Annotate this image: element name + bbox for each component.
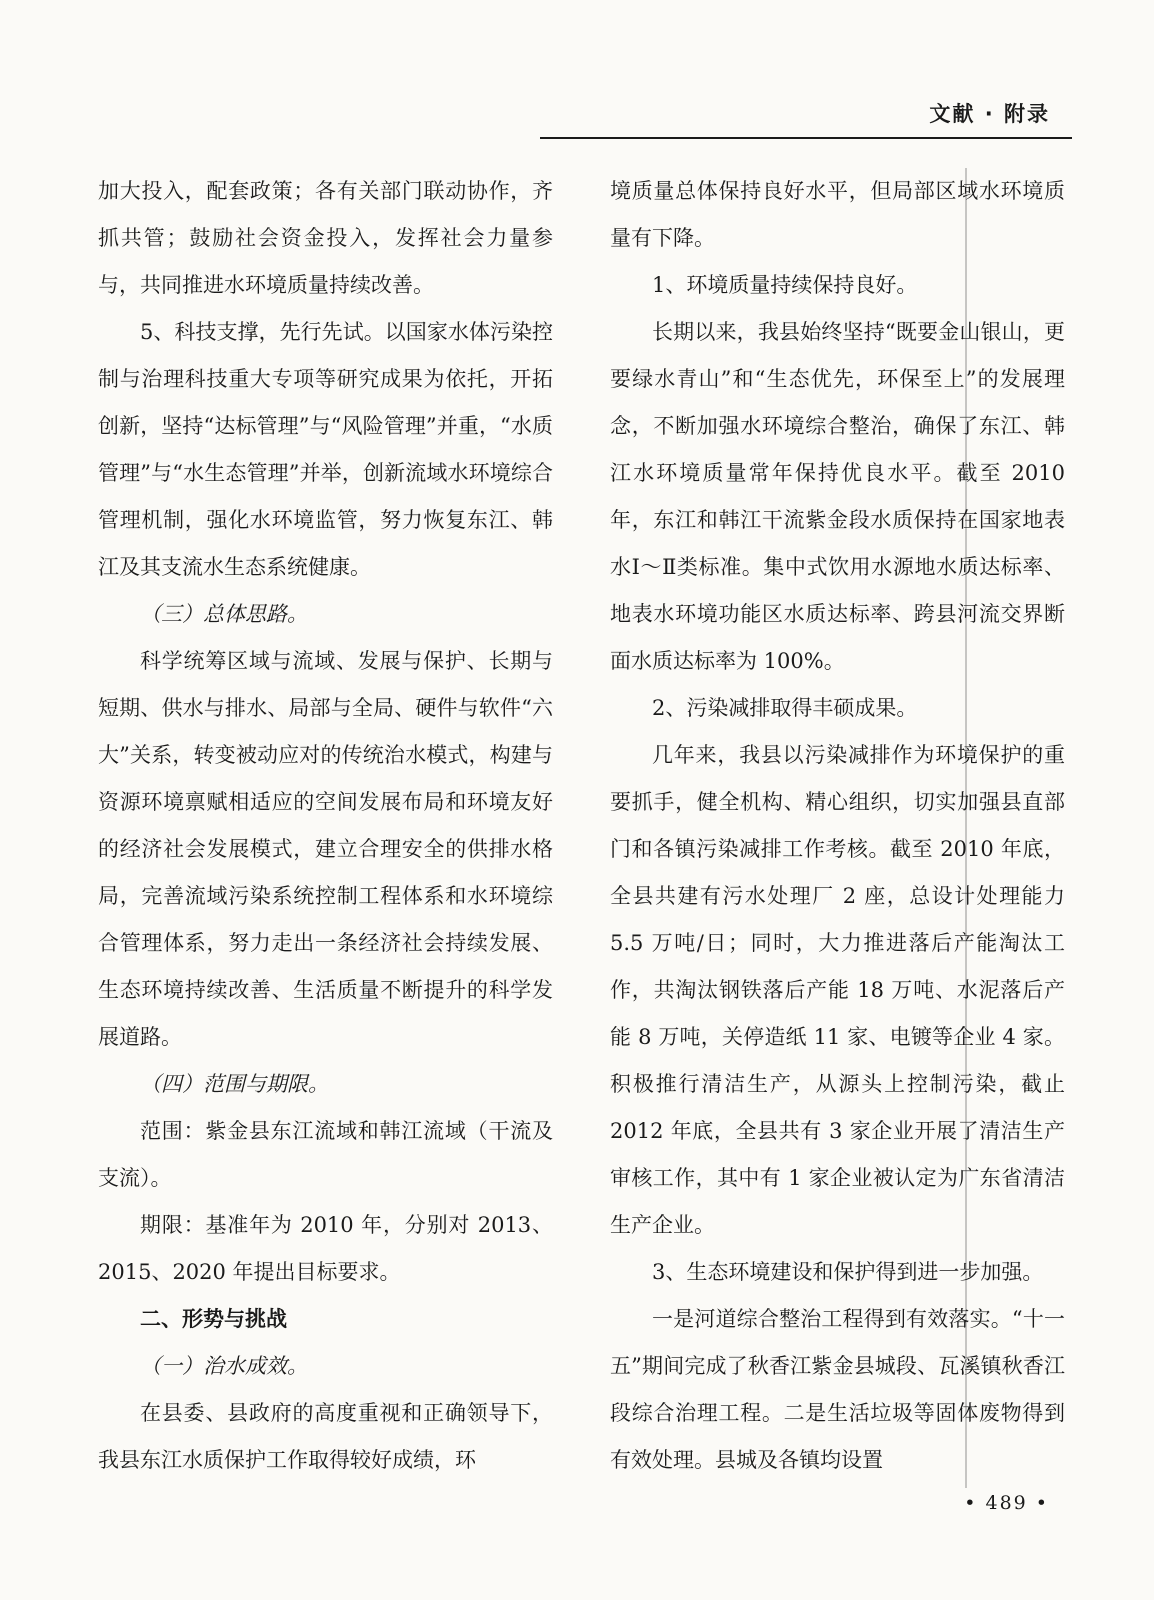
- right-subheading-4: 2、污染减排取得丰硕成果。: [652, 696, 918, 720]
- left-subheading-5: （四）范围与期限。: [140, 1072, 329, 1096]
- left-paragraph-2: 5、科技支撑，先行先试。以国家水体污染控制与治理科技重大专项等研究成果为依托，开拓创新，坚持“达标管理”与“风险管理”并重，“水质管理”与“水生态管理”并举，创新流域水环境综合管理机制，强化水环境监管，努力恢复东江、韩江及其支流水生态系统健康。: [98, 320, 553, 579]
- right-subheading-6: 3、生态环境建设和保护得到进一步加强。: [652, 1260, 1044, 1284]
- left-section-heading: 二、形势与挑战: [140, 1307, 287, 1331]
- right-paragraph-7: 一是河道综合整治工程得到有效落实。“十一五”期间完成了秋香江紫金县城段、瓦溪镇秋香江段综合治理工程。二是生活垃圾等固体废物得到有效处理。县城及各镇均设置: [610, 1307, 1065, 1472]
- left-paragraph-1: 加大投入，配套政策；各有关部门联动协作，齐抓共管；鼓励社会资金投入，发挥社会力量参与，共同推进水环境质量持续改善。: [98, 179, 553, 297]
- header-rule: [540, 137, 1072, 139]
- right-column: [610, 168, 1065, 1484]
- left-paragraph-7: 期限：基准年为 2010 年，分别对 2013、2015、2020 年提出目标要求。: [98, 1213, 553, 1284]
- left-paragraph-6: 范围：紫金县东江流域和韩江流域（干流及支流）。: [98, 1119, 553, 1190]
- left-paragraph-10: 在县委、县政府的高度重视和正确领导下，我县东江水质保护工作取得较好成绩，环: [98, 1401, 553, 1472]
- running-header-title: 文献 · 附录: [929, 102, 1050, 126]
- left-subheading-3: （三）总体思路。: [140, 602, 308, 626]
- right-paragraph-3: 长期以来，我县始终坚持“既要金山银山，更要绿水青山”和“生态优先，环保至上”的发展理念，不断加强水环境综合整治，确保了东江、韩江水环境质量常年保持优良水平。截至 2010 年，东江和韩江干流紫金段水质保持在国家地表水Ⅰ～Ⅱ类标准。集中式饮用水源地水质达标率、地表水环境功能区水质达标率、跨县河流交界断面水质达标率为 100%。: [610, 320, 1065, 673]
- right-subheading-2: 1、环境质量持续保持良好。: [652, 273, 918, 297]
- right-paragraph-1: 境质量总体保持良好水平，但局部区域水环境质量有下降。: [610, 179, 1065, 250]
- right-paragraph-5: 几年来，我县以污染减排作为环境保护的重要抓手，健全机构、精心组织，切实加强县直部门和各镇污染减排工作考核。截至 2010 年底，全县共建有污水处理厂 2 座，总设计处理能力 5.5 万吨/日；同时，大力推进落后产能淘汰工作，共淘汰钢铁落后产能 18 万吨、水泥落后产能 8 万吨，关停造纸 11 家、电镀等企业 4 家。积极推行清洁生产，从源头上控制污染，截止 2012 年底，全县共有 3 家企业开展了清洁生产审核工作，其中有 1 家企业被认定为广东省清洁生产企业。: [610, 743, 1065, 1237]
- page-number: • 489 •: [964, 1492, 1049, 1514]
- scan-artifact-line: [965, 168, 967, 1488]
- left-column: [98, 168, 553, 1484]
- left-paragraph-4: 科学统筹区域与流域、发展与保护、长期与短期、供水与排水、局部与全局、硬件与软件“六大”关系，转变被动应对的传统治水模式，构建与资源环境禀赋相适应的空间发展布局和环境友好的经济社会发展模式，建立合理安全的供排水格局，完善流域污染系统控制工程体系和水环境综合管理体系，努力走出一条经济社会持续发展、生态环境持续改善、生活质量不断提升的科学发展道路。: [98, 649, 553, 1049]
- left-subheading-9: （一）治水成效。: [140, 1354, 308, 1378]
